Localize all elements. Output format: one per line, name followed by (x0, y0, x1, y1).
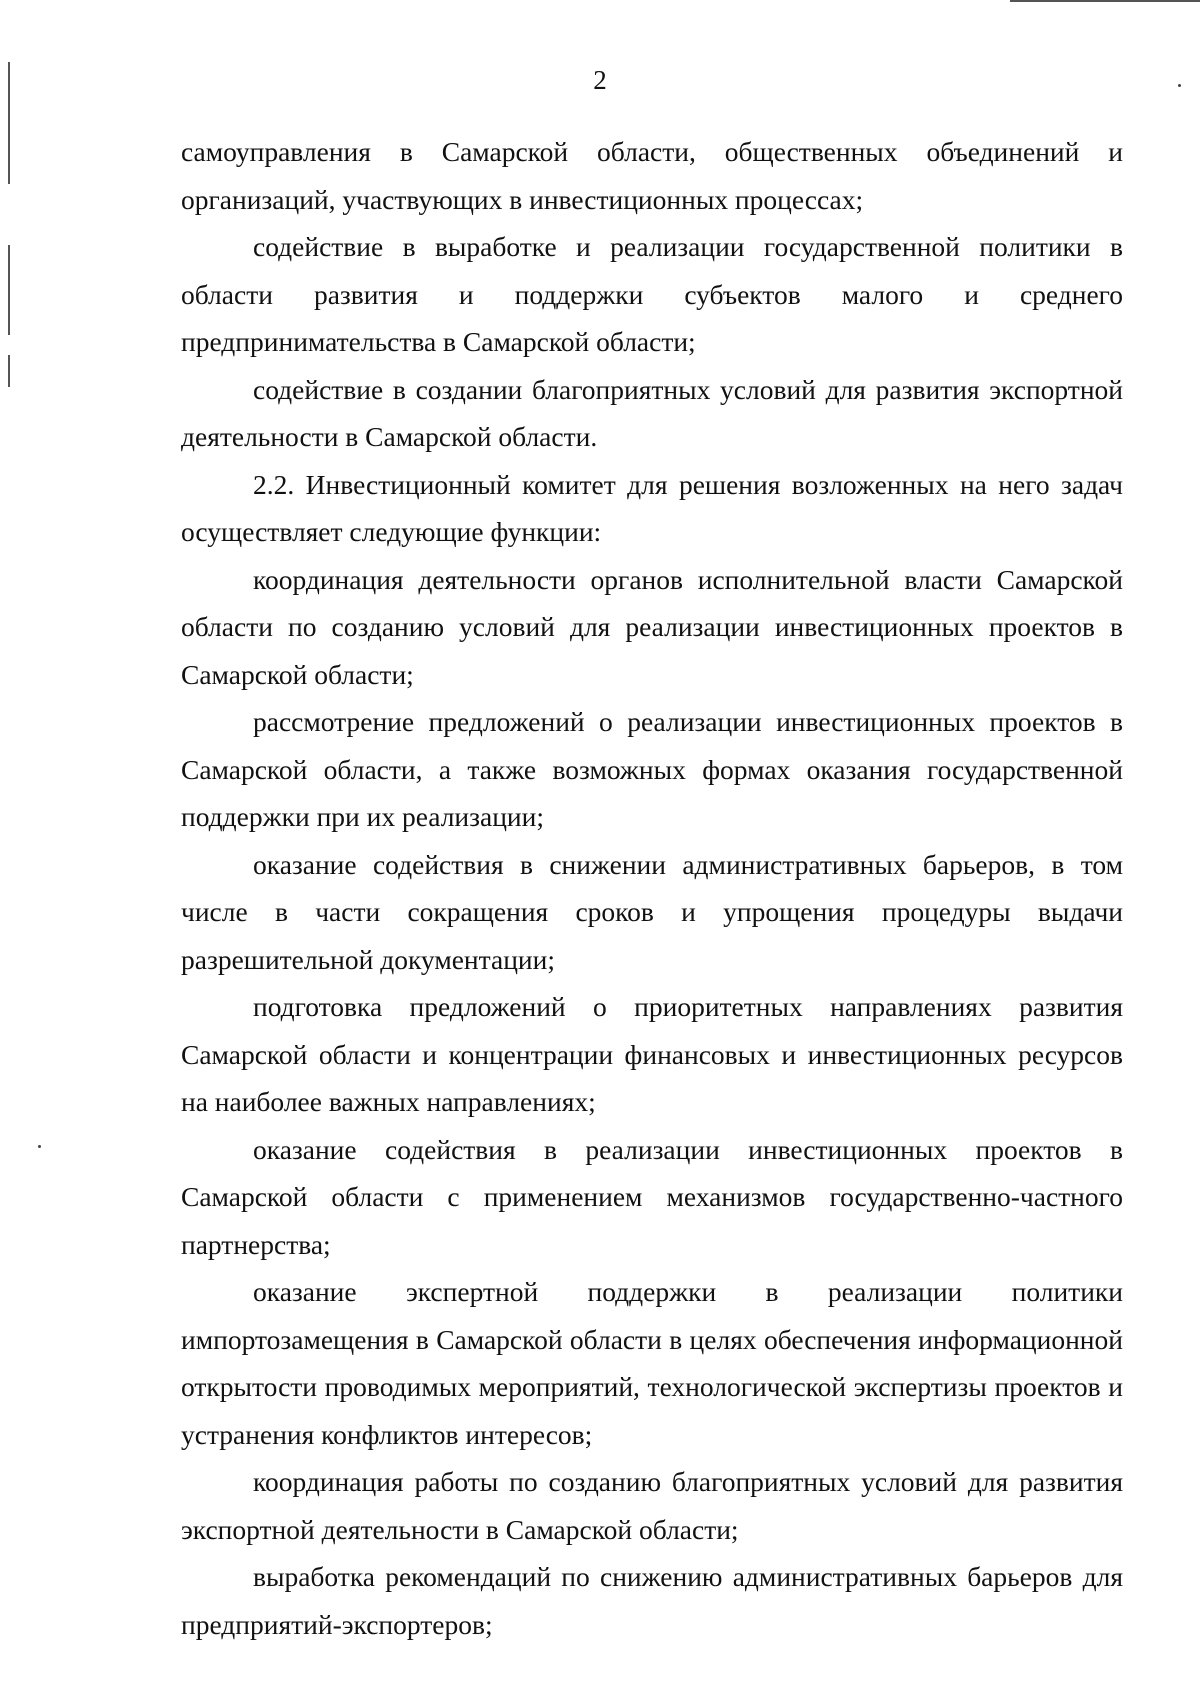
scan-dot-left (38, 1145, 41, 1148)
paragraph: оказание экспертной поддержки в реализации политики импортозамещения в Самарской области в целях обеспечения информационной открытости проводимых мероприятий, технологической экспертизы проектов и устранения конфликтов интересов; (181, 1276, 1123, 1450)
paragraph: рассмотрение предложений о реализации инвестиционных проектов в Самарской области, а также возможных формах оказания государственной поддержки при их реализации; (181, 706, 1123, 832)
scan-edge-mark-top-right (1010, 0, 1200, 2)
paragraph: содействие в создании благоприятных условий для развития экспортной деятельности в Самарской области. (181, 373, 1123, 452)
scan-edge-mark-left-2 (8, 245, 10, 335)
scan-edge-mark-left-3 (8, 355, 10, 387)
paragraph: оказание содействия в реализации инвестиционных проектов в Самарской области с применением механизмов государственно-частного партнерства; (181, 1133, 1123, 1260)
paragraph: содействие в выработке и реализации государственной политики в области развития и поддержки субъектов малого и среднего предпринимательства в Самарской области; (181, 231, 1123, 357)
document-body (181, 128, 1123, 1648)
paragraph: самоуправления в Самарской области, общественных объединений и организаций, участвующих в инвестиционных процессах; (181, 136, 1123, 215)
paragraph: оказание содействия в снижении административных барьеров, в том числе в части сокращения сроков и упрощения процедуры выдачи разрешительной документации; (181, 848, 1123, 975)
paragraph: подготовка предложений о приоритетных направлениях развития Самарской области и концентрации финансовых и инвестиционных ресурсов на наиболее важных направлениях; (181, 991, 1123, 1117)
paragraph: выработка рекомендаций по снижению административных барьеров для предприятий-экспортеров; (181, 1561, 1123, 1640)
page-number: 2 (593, 65, 607, 95)
paragraph: 2.2. Инвестиционный комитет для решения возложенных на него задач осуществляет следующие функции: (181, 468, 1123, 547)
paragraph: координация деятельности органов исполнительной власти Самарской области по созданию условий для реализации инвестиционных проектов в Самарской области; (181, 563, 1123, 690)
paragraph: координация работы по созданию благоприятных условий для развития экспортной деятельности в Самарской области; (181, 1466, 1123, 1545)
